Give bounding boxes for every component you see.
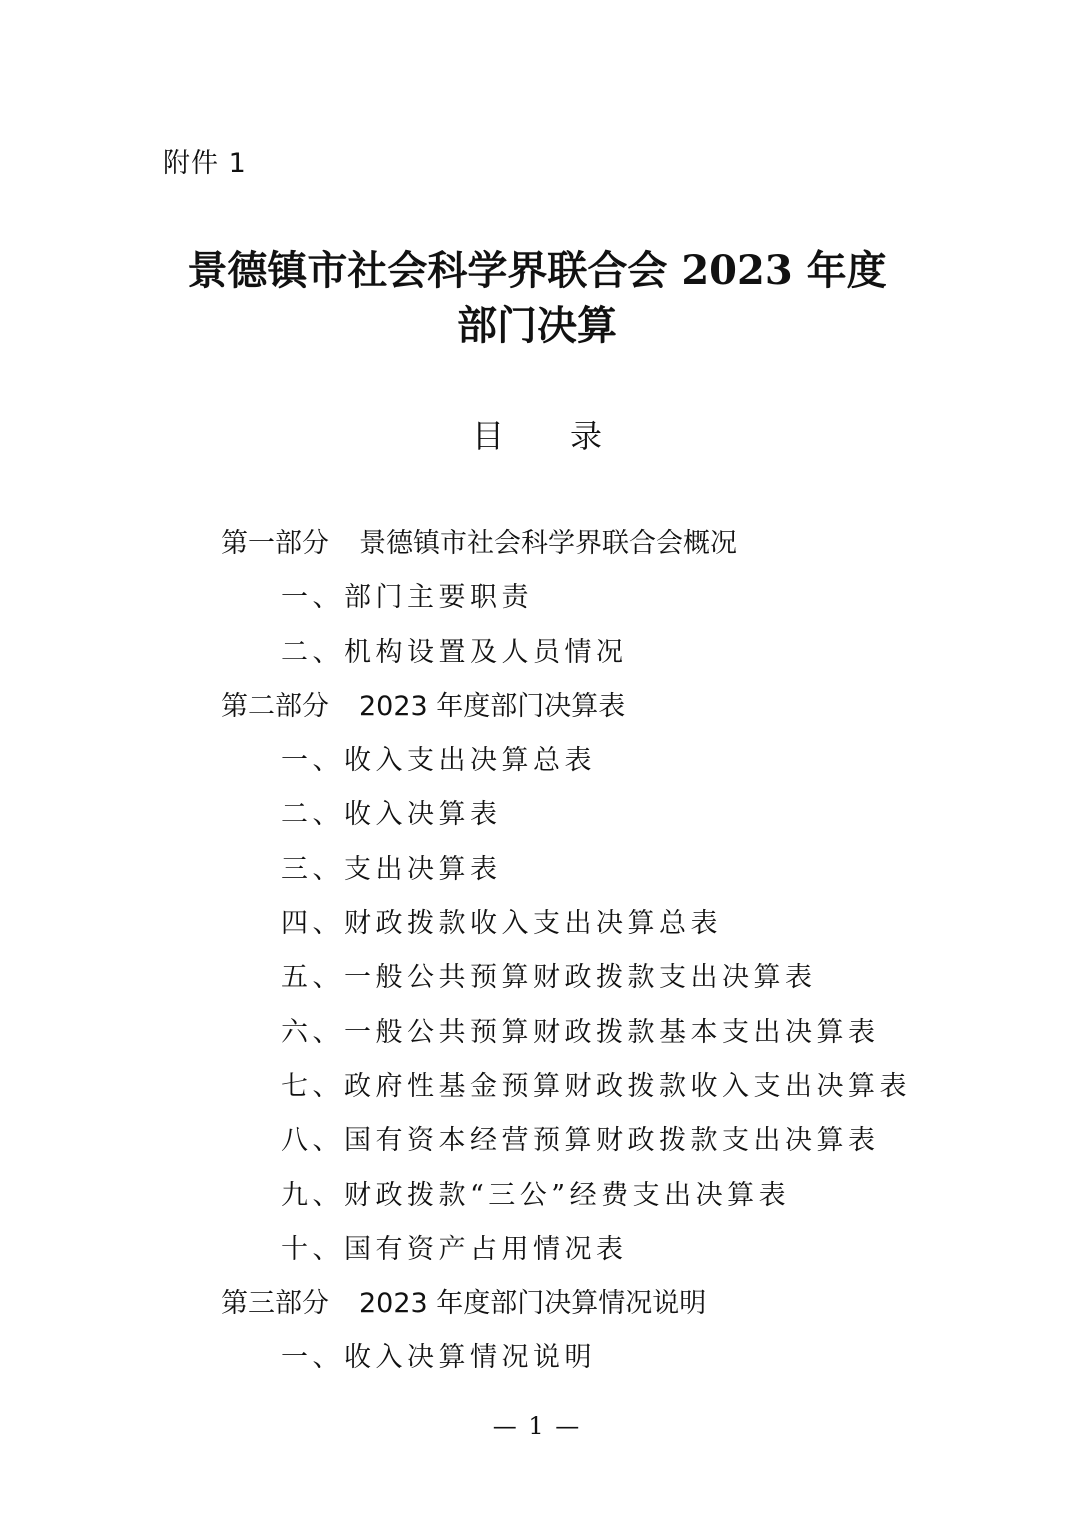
toc-item: 十、国有资产占用情况表 (281, 1233, 628, 1265)
toc-item: 一、部门主要职责 (281, 582, 533, 614)
toc-part-title: 景德镇市社会科学界联合会概况 (359, 528, 737, 559)
toc-item: 五、一般公共预算财政拨款支出决算表 (281, 962, 817, 994)
toc-part-label: 第三部分 (221, 1288, 329, 1320)
toc-item: 七、政府性基金预算财政拨款收入支出决算表 (281, 1070, 911, 1102)
toc-item: 一、收入决算情况说明 (281, 1342, 596, 1374)
toc-item: 三、支出决算表 (281, 853, 502, 885)
page-number: — 1 — (492, 1412, 582, 1440)
toc-item: 四、财政拨款收入支出决算总表 (281, 908, 722, 940)
toc-part-title: 2023 年度部门决算表 (359, 690, 626, 722)
toc-part-2 (0, 680, 1074, 734)
toc-part-title: 2023 年度部门决算情况说明 (359, 1288, 707, 1320)
toc-item: 一、收入支出决算总表 (281, 745, 596, 777)
toc-item: 二、机构设置及人员情况 (281, 636, 628, 668)
toc-item: 二、收入决算表 (281, 799, 502, 831)
attachment-label: 附件 1 (163, 148, 247, 179)
toc-item: 九、财政拨款“三公”经费支出决算表 (281, 1179, 791, 1211)
toc-item: 八、国有资本经营预算财政拨款支出决算表 (281, 1125, 880, 1157)
toc-heading-char-1: 目 (471, 417, 504, 455)
toc-item: 六、一般公共预算财政拨款基本支出决算表 (281, 1016, 880, 1048)
toc-part-1 (0, 517, 1074, 571)
table-of-contents (0, 517, 1074, 1386)
toc-part-3 (0, 1277, 1074, 1331)
toc-heading-char-2: 录 (570, 417, 603, 455)
document-title-line-1: 景德镇市社会科学界联合会 2023 年度 (187, 247, 887, 294)
toc-heading (0, 412, 1074, 460)
toc-part-label: 第二部分 (221, 690, 329, 722)
toc-part-label: 第一部分 (221, 528, 329, 559)
document-title-line-2: 部门决算 (457, 302, 617, 349)
